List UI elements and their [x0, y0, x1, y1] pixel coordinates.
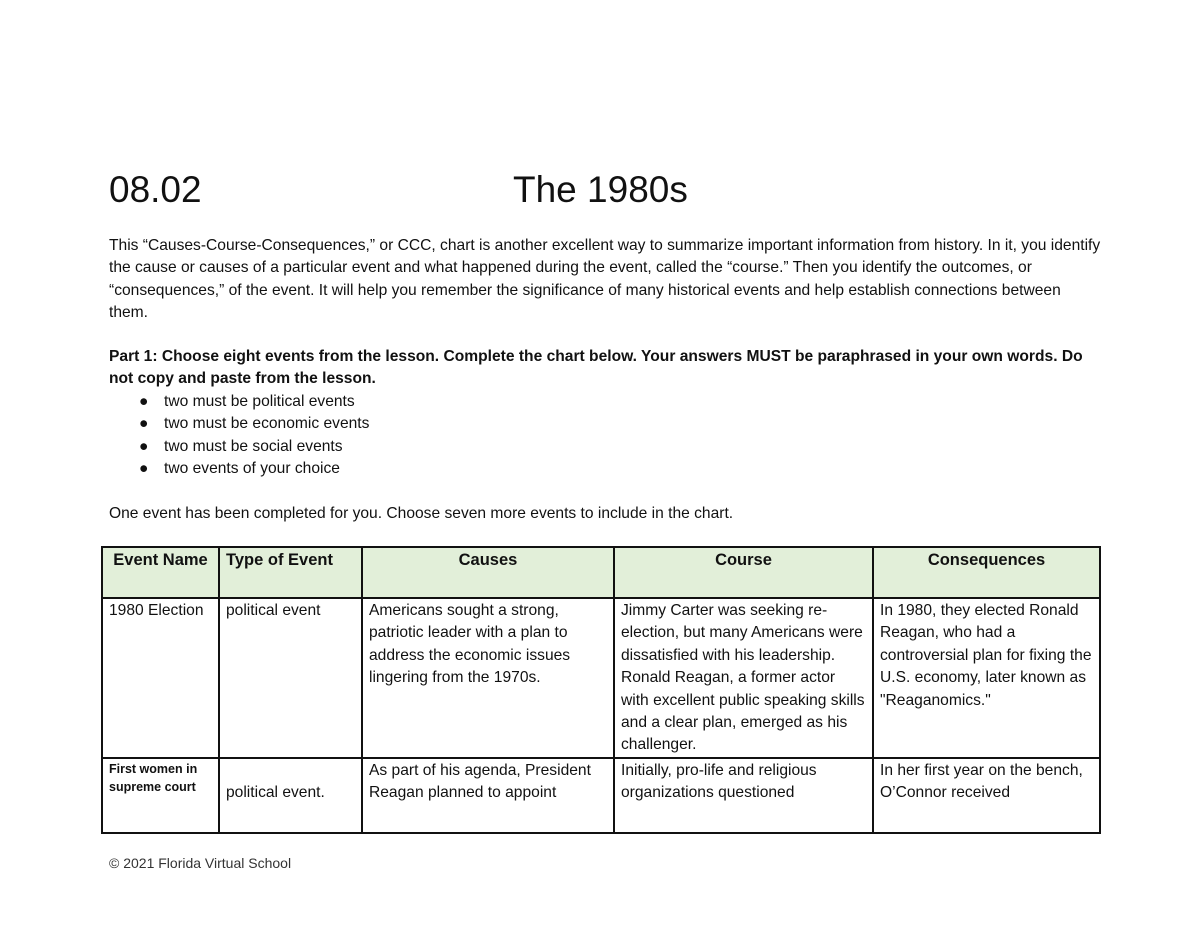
cell-causes[interactable]: Americans sought a strong, patriotic leader with a plan to address the economic issues lingering from the 1970s. [362, 598, 614, 758]
header-causes: Causes [362, 547, 614, 598]
list-item: ● two events of your choice [109, 458, 369, 480]
bullet-icon: ● [139, 437, 149, 455]
title-row [109, 168, 1100, 212]
header-type-of-event: Type of Event [219, 547, 362, 598]
completed-event-note: One event has been completed for you. Choose seven more events to include in the chart. [109, 505, 734, 522]
lesson-code: 08.02 [109, 169, 202, 210]
list-item: ● two must be economic events [109, 413, 369, 435]
header-event-name: Event Name [102, 547, 219, 598]
cell-type[interactable]: political event [219, 598, 362, 758]
table-header-row [102, 547, 1100, 598]
cell-consequences[interactable]: In her first year on the bench, O’Connor received [873, 758, 1100, 833]
bullet-icon: ● [139, 393, 149, 410]
bullet-icon: ● [139, 460, 149, 478]
list-item: ● two must be social events [109, 436, 369, 458]
cell-causes[interactable]: As part of his agenda, President Reagan planned to appoint [362, 758, 614, 833]
cell-type[interactable]: political event. [219, 758, 362, 833]
part1-instructions: Part 1: Choose eight events from the lesson. Complete the chart below. Your answers MUST be paraphrased in your own words. Do not copy and paste from the lesson. [109, 348, 1083, 388]
intro-paragraph: This “Causes-Course-Consequences,” or CCC, chart is another excellent way to summarize important information from history. In it, you identify the cause or causes of a particular event and what happened during the event, called the “course.” Then you identify the outcomes, or “consequences,” of the event. It will help you remember the significance of many historical events and help establish connections between them. [109, 237, 1101, 322]
table-row [102, 598, 1100, 758]
list-item: ● two must be political events [109, 391, 369, 413]
bullet-icon: ● [139, 415, 149, 433]
page-title: The 1980s [513, 169, 688, 210]
table-row [102, 758, 1100, 833]
header-consequences: Consequences [873, 547, 1100, 598]
header-course: Course [614, 547, 873, 598]
cell-course[interactable]: Initially, pro-life and religious organizations questioned [614, 758, 873, 833]
copyright-footer: © 2021 Florida Virtual School [109, 855, 292, 871]
cell-event-name[interactable]: 1980 Election [102, 598, 219, 758]
cell-consequences[interactable]: In 1980, they elected Ronald Reagan, who had a controversial plan for fixing the U.S. economy, later known as "Reaganomics." [873, 598, 1100, 758]
cell-event-name[interactable]: First women in supreme court [102, 758, 219, 833]
requirements-list [109, 391, 369, 481]
cell-course[interactable]: Jimmy Carter was seeking re-election, but many Americans were dissatisfied with his leadership. Ronald Reagan, a former actor with excellent public speaking skills and a clear plan, emerged as his challenger. [614, 598, 873, 758]
ccc-chart-table [101, 546, 1101, 834]
